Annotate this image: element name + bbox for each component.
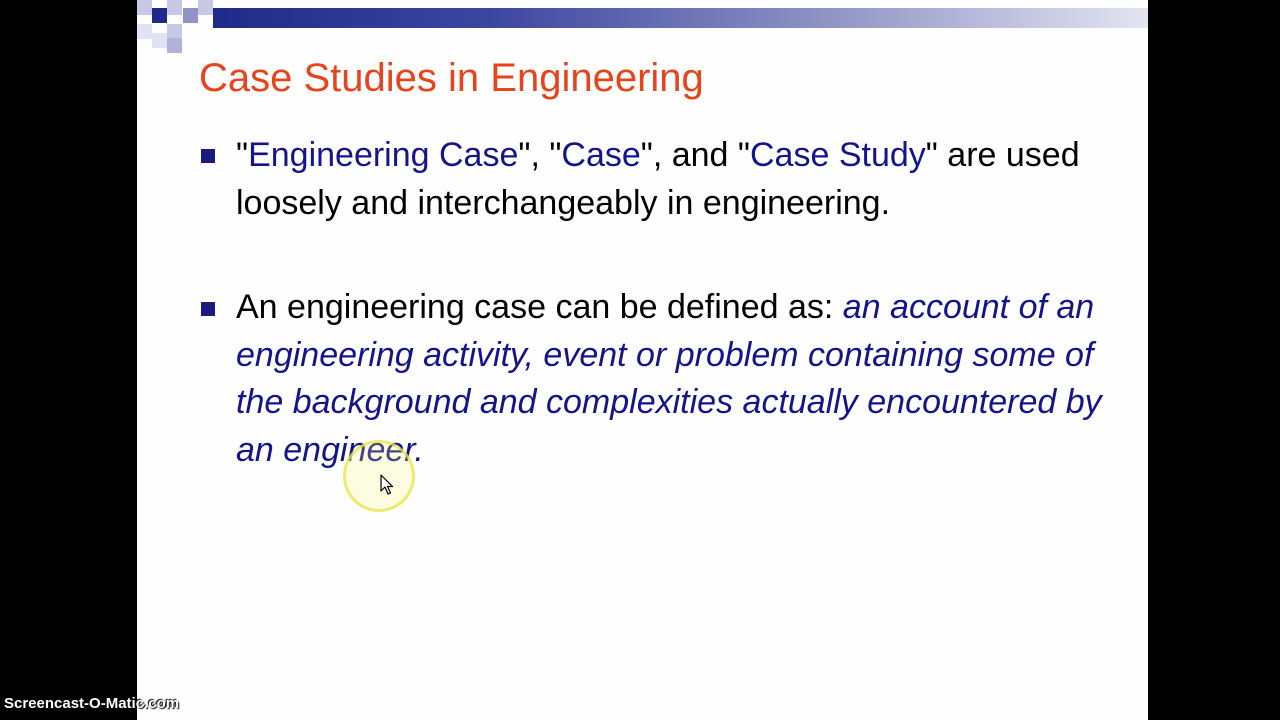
slide-title: Case Studies in Engineering [199, 56, 704, 100]
decorative-square [137, 24, 152, 39]
decorative-square [198, 0, 213, 15]
quote-mark: " [236, 136, 249, 174]
decorative-square [137, 0, 152, 15]
separator-text: ", " [518, 136, 562, 174]
square-bullet-icon [201, 302, 215, 316]
decorative-square [167, 38, 182, 53]
decorative-square [152, 8, 167, 23]
decorative-square [183, 8, 198, 23]
quote-mark: " [925, 136, 938, 174]
decorative-square [152, 33, 167, 48]
header-bar [213, 8, 1148, 28]
square-bullet-icon [201, 149, 215, 163]
term-engineering-case: Engineering Case [248, 136, 519, 174]
mouse-pointer-icon [380, 474, 394, 496]
definition-text: an account of an engineering activity, event or problem containing some of the background and complexities actually encountered by an engineer. [236, 288, 1102, 469]
separator-text: ", and " [640, 136, 750, 174]
decorative-square [167, 0, 182, 15]
term-case: Case [561, 136, 641, 174]
bullet-continuation-text: are used loosely and interchangeably in engineering. [236, 136, 1080, 222]
definition-lead-text: An engineering case can be defined as: [236, 288, 843, 326]
cursor-highlight-ring [343, 440, 415, 512]
bullet-text-1 [236, 132, 1116, 227]
decorative-square [167, 24, 182, 39]
term-case-study: Case Study [750, 136, 926, 174]
screencast-watermark: Screencast-O-Matic.com [4, 695, 180, 712]
presentation-slide [137, 0, 1148, 720]
